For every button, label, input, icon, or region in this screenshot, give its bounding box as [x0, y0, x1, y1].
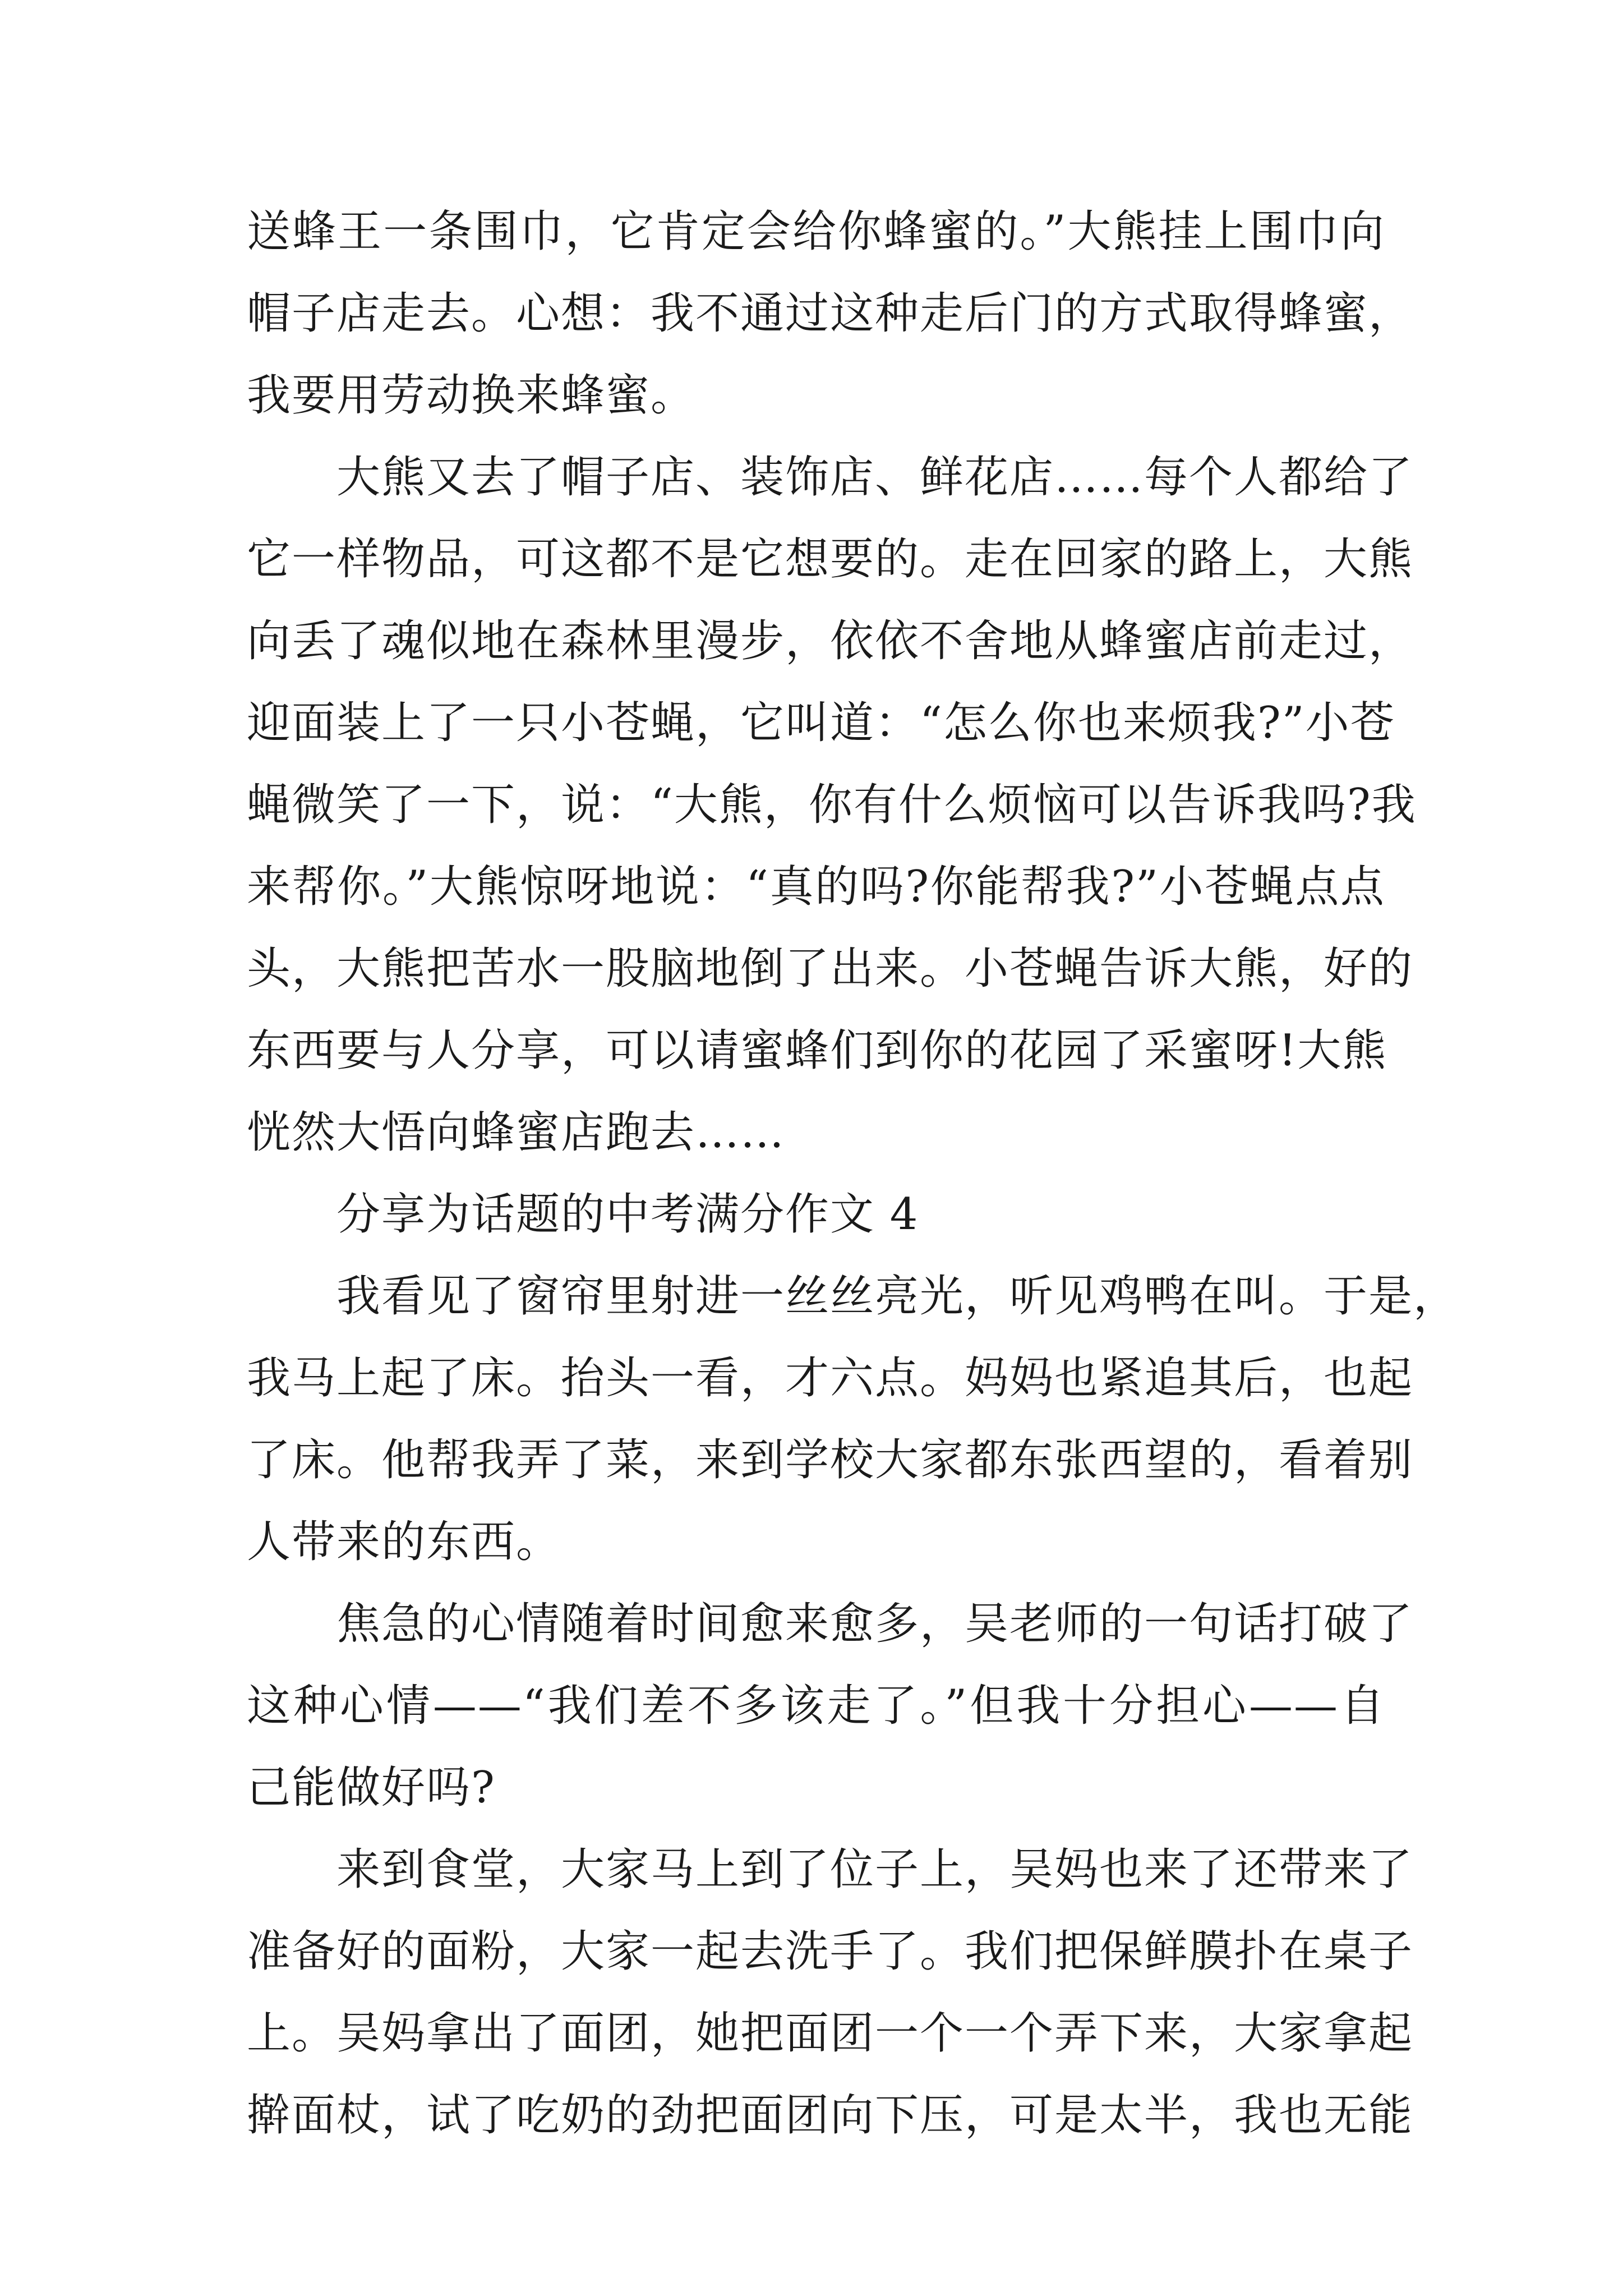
- text-line: 大熊又去了帽子店、装饰店、鲜花店……每个人都给了: [336, 452, 1414, 503]
- text-line: 上。吴妈拿出了面团，她把面团一个一个弄下来，大家拿起: [247, 2008, 1414, 2059]
- essay-body: [247, 191, 1459, 2156]
- text-line: 人带来的东西。: [247, 1517, 561, 1567]
- text-line: 恍然大悟向蜂蜜店跑去……: [247, 1107, 786, 1158]
- text-line: 迎面装上了一只小苍蝇，它叫道：“怎么你也来烦我?”小苍: [247, 698, 1395, 748]
- text-line: 向丢了魂似地在森林里漫步，依依不舍地从蜂蜜店前走过，: [247, 616, 1414, 666]
- text-line: 送蜂王一条围巾，它肯定会给你蜂蜜的。”大熊挂上围巾向: [247, 206, 1385, 257]
- text-line: 我要用劳动换来蜂蜜。: [247, 370, 696, 421]
- text-line: 它一样物品，可这都不是它想要的。走在回家的路上，大熊: [247, 534, 1414, 585]
- text-line: 帽子店走去。心想：我不通过这种走后门的方式取得蜂蜜，: [247, 288, 1414, 339]
- text-line: 擀面杖，试了吃奶的劲把面团向下压，可是太半，我也无能: [247, 2090, 1414, 2141]
- text-line: 东西要与人分享，可以请蜜蜂们到你的花园了采蜜呀!大熊: [247, 1025, 1387, 1076]
- text-line: 了床。他帮我弄了菜，来到学校大家都东张西望的，看着别: [247, 1435, 1414, 1485]
- section-heading: 分享为话题的中考满分作文 4: [336, 1189, 919, 1240]
- text-line: 这种心情——“我们差不多该走了。”但我十分担心——自: [247, 1681, 1385, 1731]
- text-line: 准备好的面粉，大家一起去洗手了。我们把保鲜膜扑在桌子: [247, 1926, 1414, 1977]
- text-line: 来帮你。”大熊惊呀地说：“真的吗?你能帮我?”小苍蝇点点: [247, 862, 1385, 912]
- text-line: 蝇微笑了一下，说：“大熊，你有什么烦恼可以告诉我吗?我: [247, 780, 1417, 830]
- text-line: 焦急的心情随着时间愈来愈多，吴老师的一句话打破了: [336, 1599, 1414, 1649]
- text-line: 我马上起了床。抬头一看，才六点。妈妈也紧追其后，也起: [247, 1353, 1414, 1404]
- text-line: 我看见了窗帘里射进一丝丝亮光，听见鸡鸭在叫。于是，: [336, 1271, 1459, 1322]
- text-line: 来到食堂，大家马上到了位子上，吴妈也来了还带来了: [336, 1844, 1414, 1895]
- text-line: 头，大熊把苦水一股脑地倒了出来。小苍蝇告诉大熊，好的: [247, 944, 1414, 994]
- text-line: 己能做好吗?: [247, 1763, 496, 1813]
